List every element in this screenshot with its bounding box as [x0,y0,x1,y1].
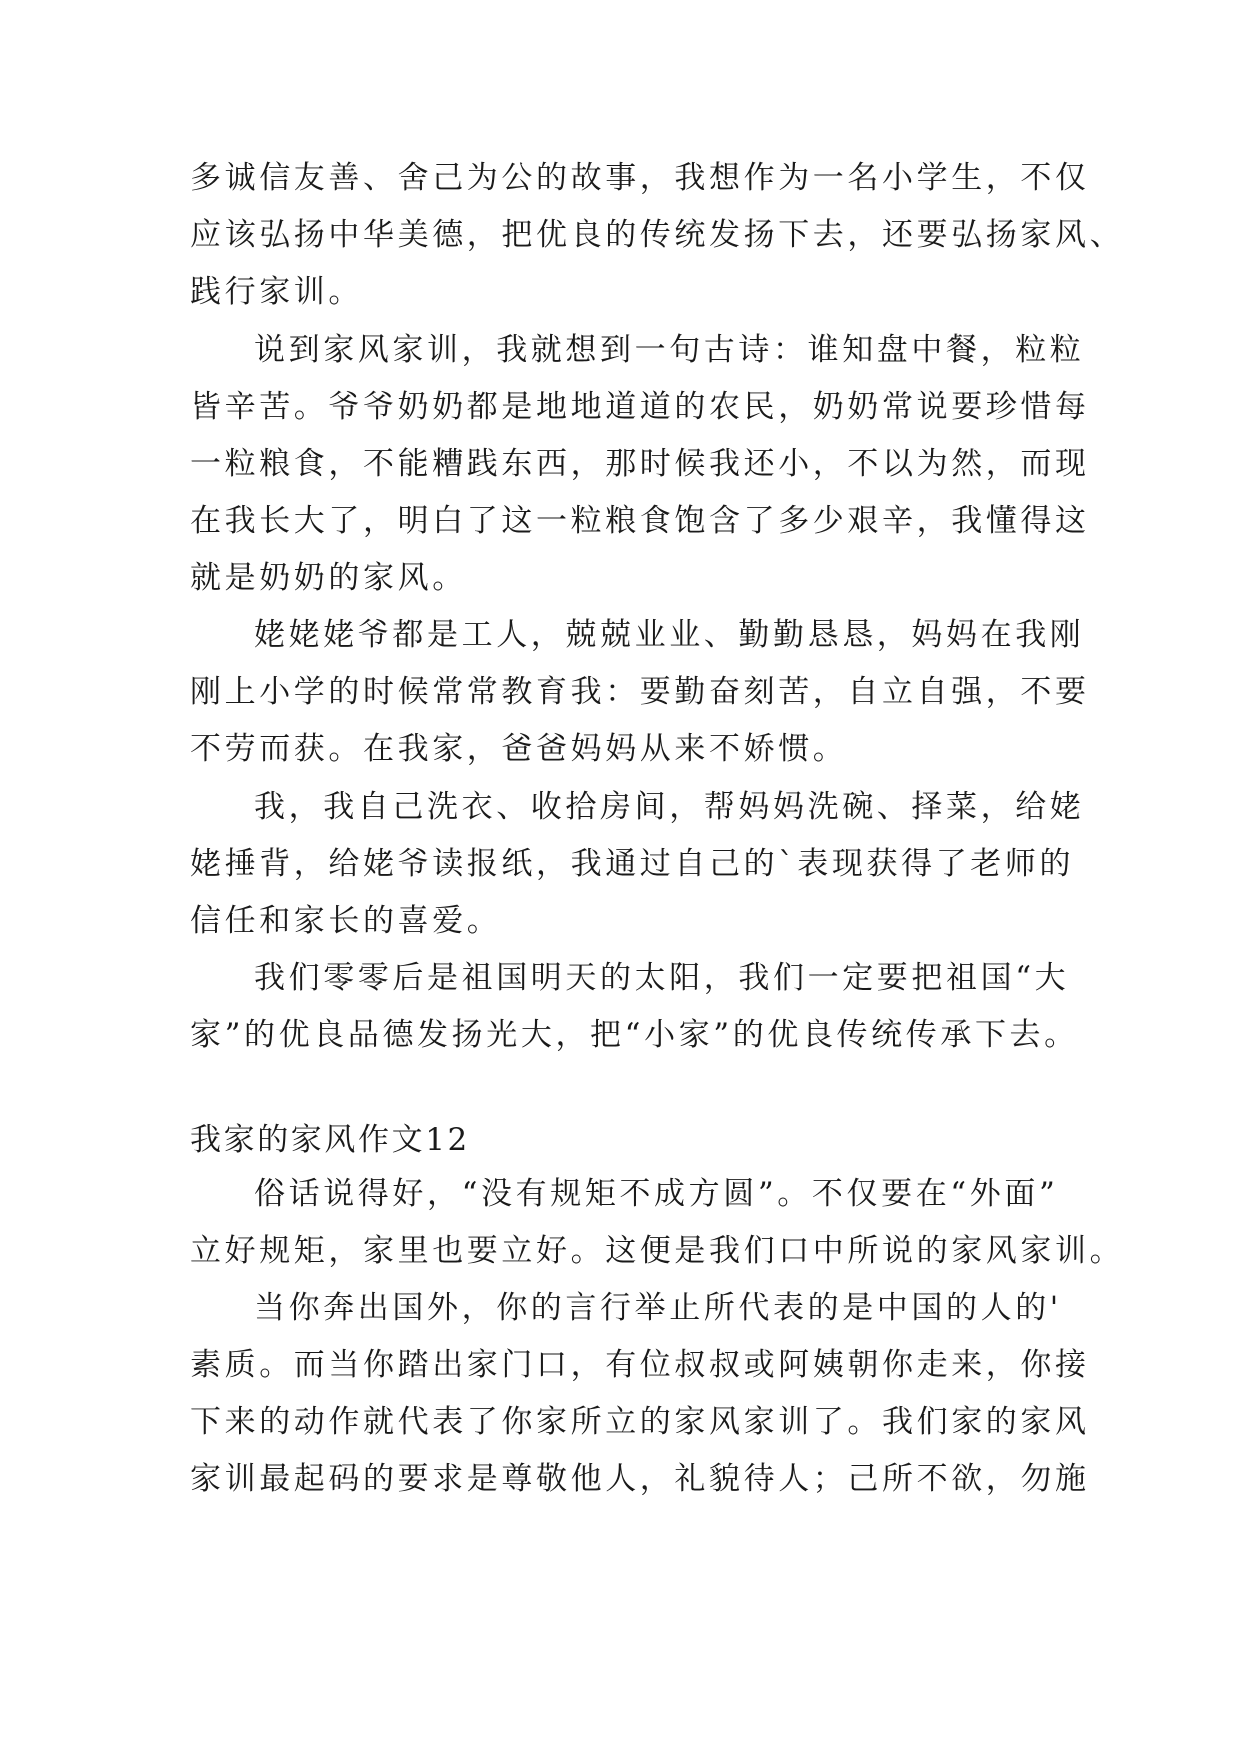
essay-title: 我家的家风作文12 [190,1122,470,1158]
paragraph-start-line: 俗话说得好，“没有规矩不成方圆”。不仅要在“外面” [254,1176,1059,1212]
text-line: 应该弘扬中华美德，把优良的传统发扬下去，还要弘扬家风、 [190,217,1125,253]
text-line: 就是奶奶的家风。 [190,560,467,596]
paragraph-start-line: 我们零零后是祖国明天的太阳，我们一定要把祖国“大 [254,960,1070,996]
text-line: 一粒粮食，不能糟践东西，那时候我还小，不以为然，而现 [190,446,1090,482]
text-line: 家训最起码的要求是尊敬他人，礼貌待人；己所不欲，勿施 [190,1461,1090,1497]
text-line: 姥捶背，给姥爷读报纸，我通过自己的`表现获得了老师的 [190,846,1075,882]
text-line: 家”的优良品德发扬光大，把“小家”的优良传统传承下去。 [190,1017,1079,1053]
text-line: 素质。而当你踏出家门口，有位叔叔或阿姨朝你走来，你接 [190,1347,1090,1383]
paragraph-start-line: 姥姥姥爷都是工人，兢兢业业、勤勤恳恳，妈妈在我刚 [254,617,1085,653]
text-line: 信任和家长的喜爱。 [190,903,502,939]
text-line: 刚上小学的时候常常教育我：要勤奋刻苦，自立自强，不要 [190,674,1090,710]
paragraph-start-line: 当你奔出国外，你的言行举止所代表的是中国的人的' [254,1290,1062,1326]
text-line: 在我长大了，明白了这一粒粮食饱含了多少艰辛，我懂得这 [190,503,1090,539]
paragraph-start-line: 说到家风家训，我就想到一句古诗：谁知盘中餐，粒粒 [254,332,1085,368]
paragraph-start-line: 我，我自己洗衣、收拾房间，帮妈妈洗碗、择菜，给姥 [254,789,1085,825]
text-line: 立好规矩，家里也要立好。这便是我们口中所说的家风家训。 [190,1233,1125,1269]
text-line: 下来的动作就代表了你家所立的家风家训了。我们家的家风 [190,1404,1090,1440]
text-line: 皆辛苦。爷爷奶奶都是地地道道的农民，奶奶常说要珍惜每 [190,389,1090,425]
text-line: 践行家训。 [190,274,363,310]
text-line: 不劳而获。在我家，爸爸妈妈从来不娇惯。 [190,731,848,767]
text-line: 多诚信友善、舍己为公的故事，我想作为一名小学生，不仅 [190,160,1090,196]
